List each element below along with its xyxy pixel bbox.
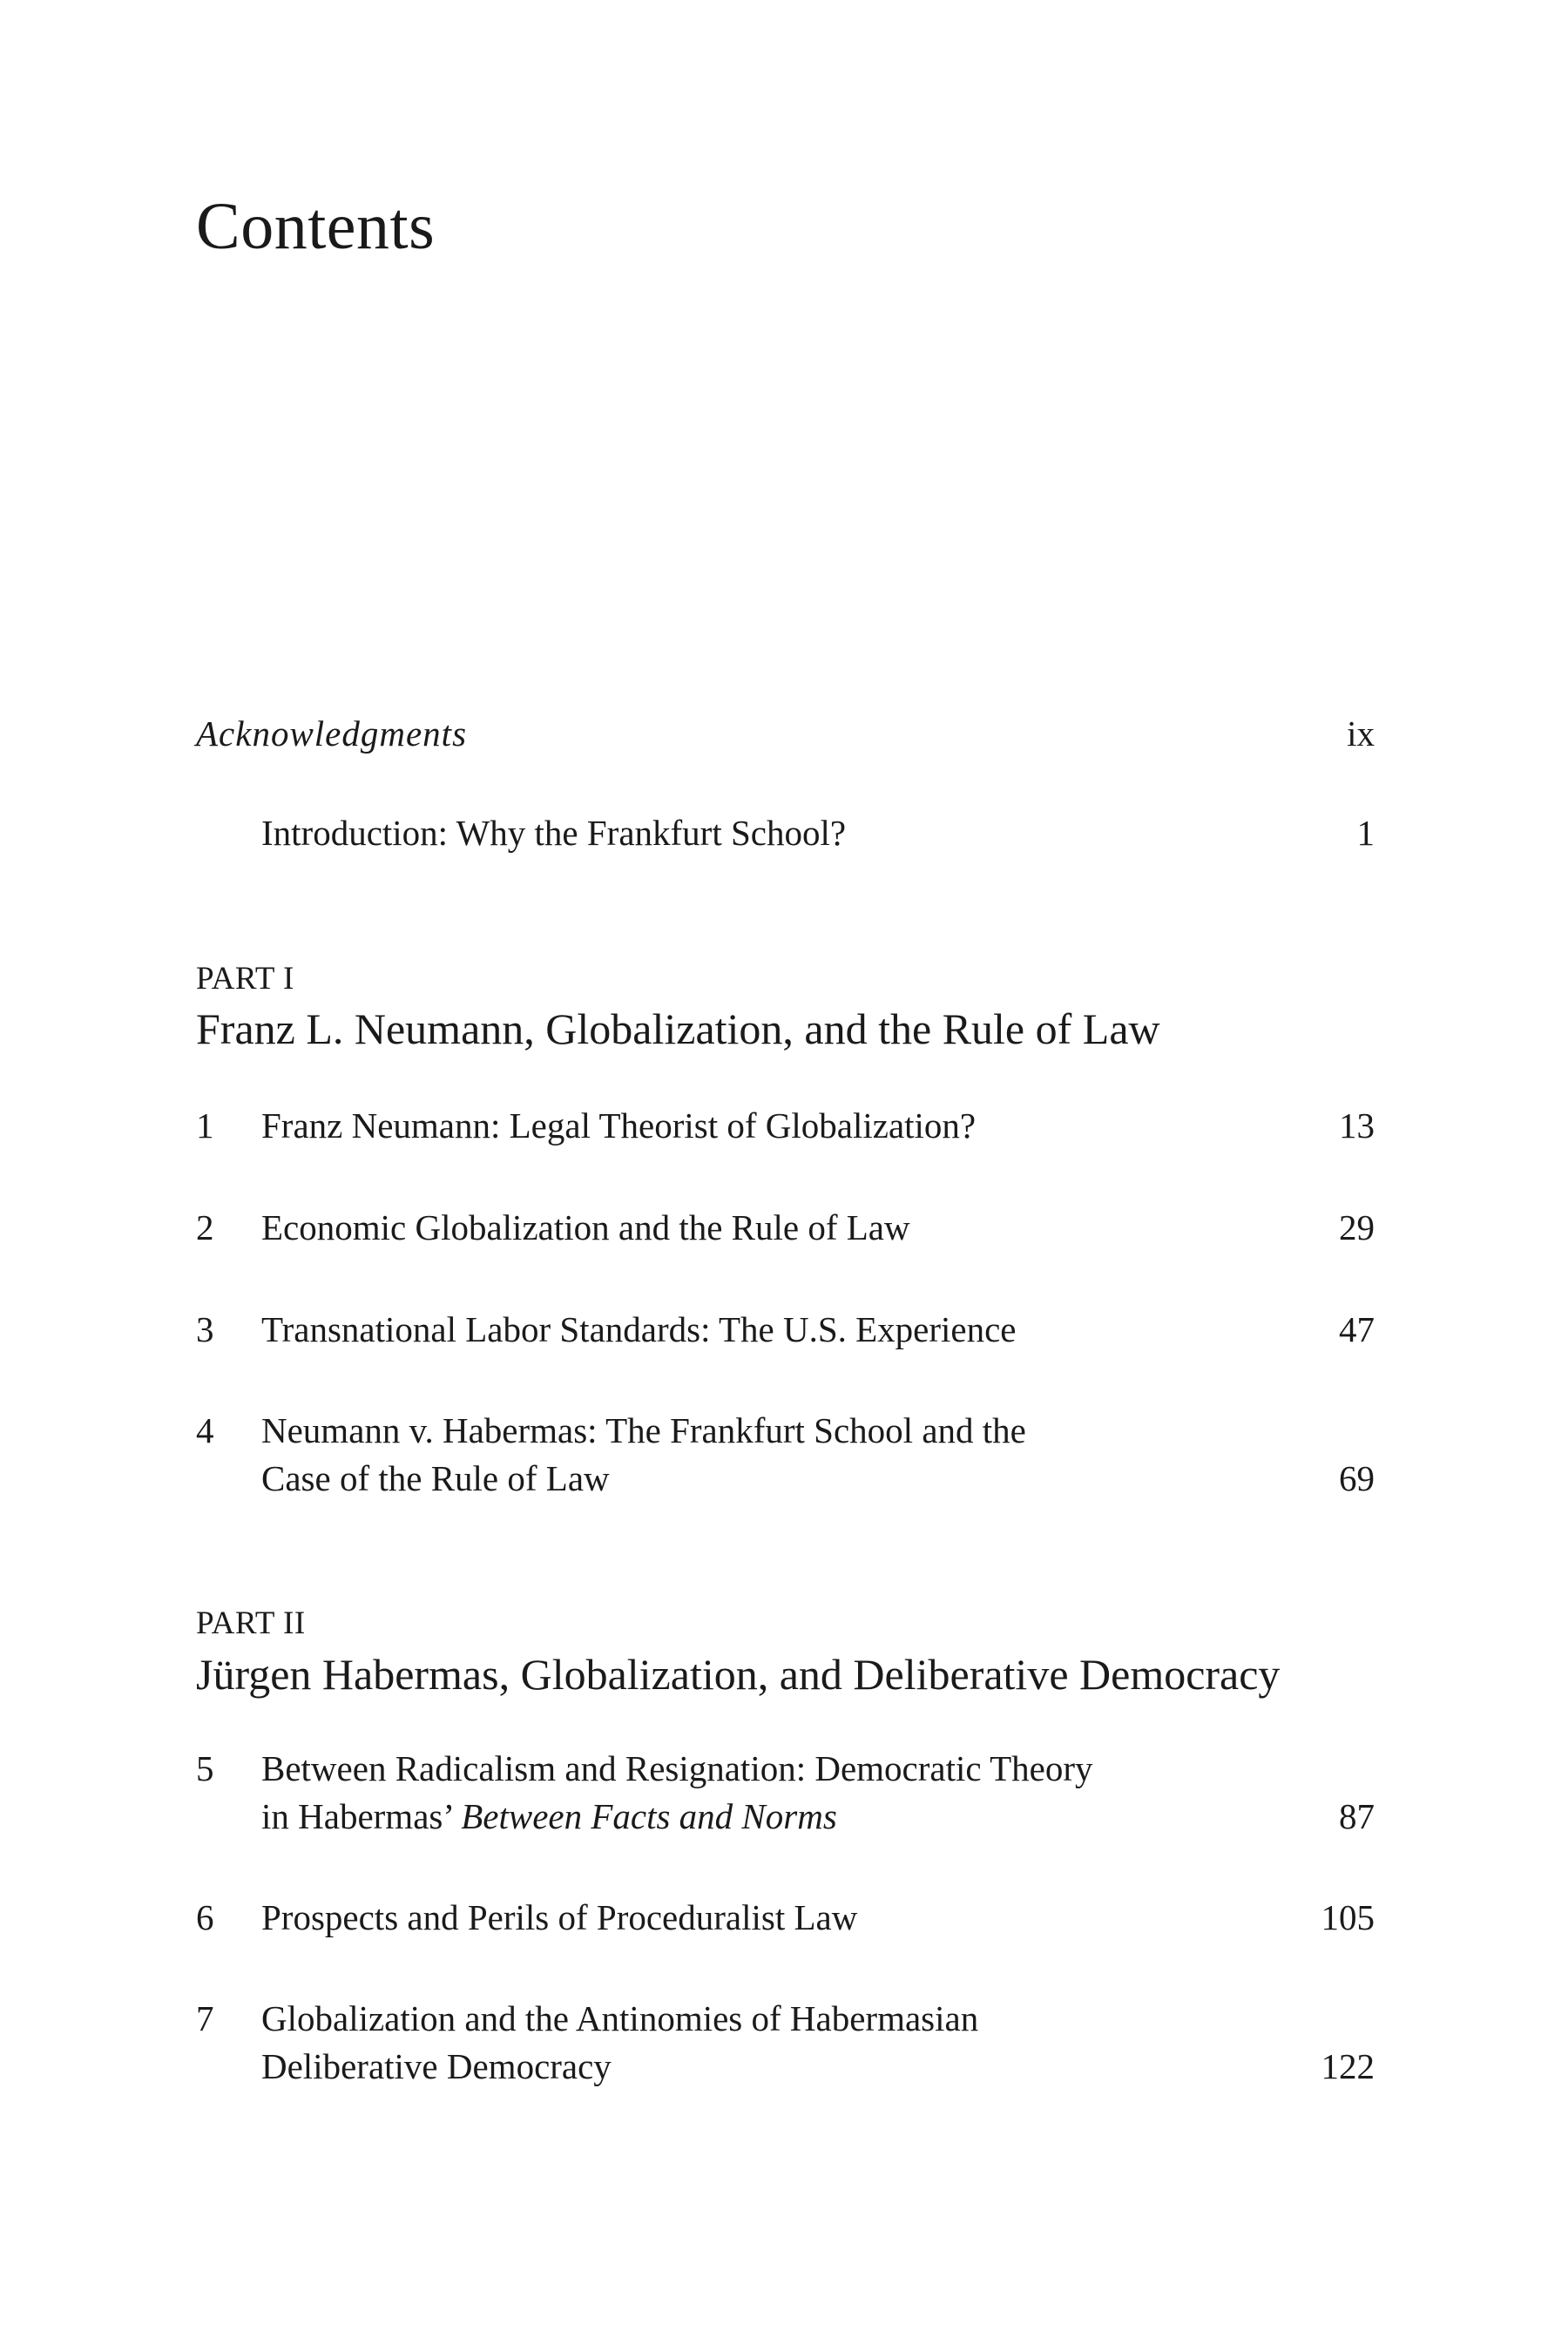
chapter-title-line-2: Deliberative Democracy [261, 2046, 612, 2086]
chapter-title-line-1: Neumann v. Habermas: The Frankfurt School and the [261, 1410, 1026, 1450]
toc-entry-title: Introduction: Why the Frankfurt School? [261, 813, 847, 853]
chapter-number: 1 [196, 1105, 214, 1146]
chapter-number: 2 [196, 1207, 214, 1247]
toc-entry-title: Acknowledgments [196, 713, 468, 754]
chapter-page: 29 [1339, 1207, 1375, 1247]
part-label: PART I [196, 961, 294, 997]
chapter-page: 122 [1321, 2046, 1375, 2086]
chapter-number: 4 [196, 1410, 214, 1450]
toc-entry-page: ix [1347, 713, 1375, 754]
part-title: Franz L. Neumann, Globalization, and the Rule of Law [196, 1004, 1160, 1053]
chapter-title-line-1: Globalization and the Antinomies of Habermasian [261, 1998, 979, 2038]
chapter-number: 7 [196, 1998, 214, 2038]
chapter-title-line-2 [261, 1792, 837, 1841]
part-title: Jürgen Habermas, Globalization, and Deliberative Democracy [196, 1650, 1281, 1699]
toc-entry-page: 1 [1356, 813, 1375, 853]
part-label: PART II [196, 1605, 306, 1641]
chapter-page: 13 [1339, 1105, 1375, 1146]
chapter-number: 5 [196, 1748, 214, 1788]
chapter-title: Prospects and Perils of Proceduralist Law [261, 1897, 858, 1937]
chapter-page: 47 [1339, 1309, 1375, 1349]
chapter-title: Economic Globalization and the Rule of Law [261, 1207, 910, 1247]
chapter-page: 69 [1339, 1458, 1375, 1498]
chapter-number: 3 [196, 1309, 214, 1349]
chapter-page: 105 [1321, 1897, 1375, 1937]
chapter-title: Franz Neumann: Legal Theorist of Globalization? [261, 1105, 977, 1146]
chapter-title-italic: Between Facts and Norms [461, 1796, 837, 1836]
chapter-title-line-1: Between Radicalism and Resignation: Democratic Theory [261, 1748, 1093, 1788]
chapter-title: Transnational Labor Standards: The U.S. Experience [261, 1309, 1017, 1349]
chapter-number: 6 [196, 1897, 214, 1937]
page-title: Contents [196, 190, 436, 263]
chapter-page: 87 [1339, 1796, 1375, 1836]
chapter-title-line-2: Case of the Rule of Law [261, 1458, 610, 1498]
chapter-title-prefix: in Habermas’ [261, 1796, 462, 1836]
